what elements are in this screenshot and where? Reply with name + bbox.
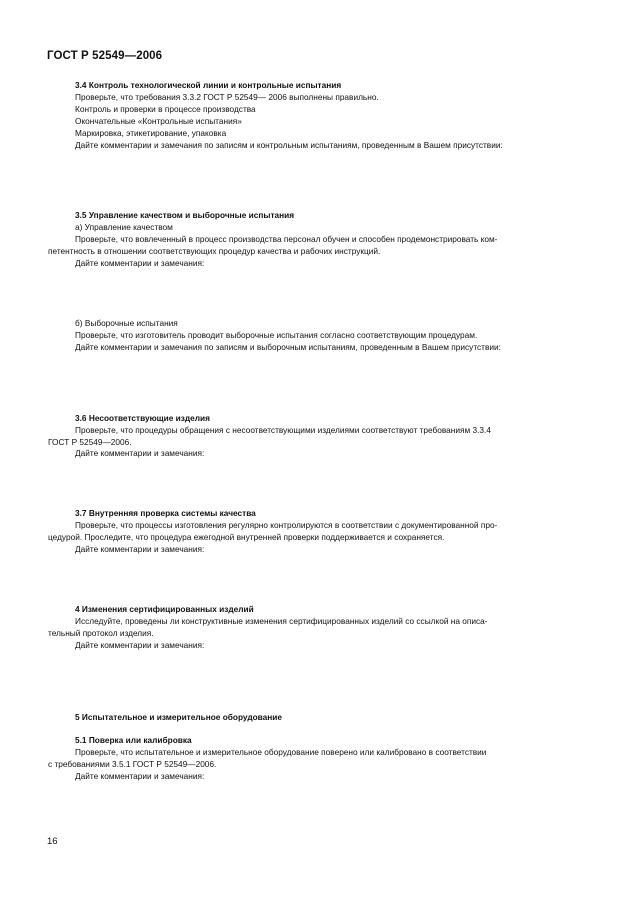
comment-prompt: Дайте комментарии и замечания: — [75, 544, 205, 555]
paragraph: Контроль и проверки в процессе производства — [75, 103, 256, 114]
section-5-1 — [48, 735, 583, 783]
section-3-7 — [48, 508, 583, 556]
section-heading: 4 Изменения сертифицированных изделий — [75, 603, 254, 614]
comment-prompt: Дайте комментарии и замечания: — [75, 258, 205, 269]
page-number: 16 — [47, 836, 58, 847]
paragraph: Проверьте, что требования 3.3.2 ГОСТ Р 52549— 2006 выполнены правильно. — [75, 91, 379, 102]
paragraph-line: Исследуйте, проведены ли конструктивные изменения сертифицированных изделий со ссылкой на описа- — [75, 615, 488, 626]
paragraph-line: Проверьте, что процессы изготовления регулярно контролируются в соответствии с документированной про- — [75, 520, 498, 531]
paragraph-line: Проверьте, что изготовитель проводит выборочные испытания согласно соответствующим процедурам. — [75, 329, 478, 340]
section-heading: 5.1 Поверка или калибровка — [75, 735, 192, 746]
section-heading: 3.4 Контроль технологической линии и контрольные испытания — [75, 80, 342, 90]
section-4 — [48, 603, 583, 652]
paragraph-line: с требованиями 3.5.1 ГОСТ Р 52549—2006. — [48, 759, 217, 770]
comment-prompt: Дайте комментарии и замечания: — [75, 639, 205, 650]
section-3-5 — [48, 210, 583, 353]
paragraph-line: Проверьте, что процедуры обращения с несоответствующими изделиями соответствуют требованиям 3.3.4 — [75, 424, 491, 435]
page-content — [48, 80, 583, 783]
paragraph: Маркировка, этикетирование, упаковка — [75, 127, 227, 138]
section-3-4 — [75, 80, 583, 151]
paragraph-line: цедурой. Проследите, что процедура ежегодной внутренней проверки поддерживается и сохраняется. — [48, 532, 445, 543]
paragraph-line: петентность в отношении соответствующих процедур качества и рабочих инструкций. — [48, 246, 381, 257]
paragraph-line: Проверьте, что вовлеченный в процесс производства персонал обучен и способен продемонстрировать ком- — [75, 234, 498, 245]
section-5 — [75, 712, 583, 724]
document-header: ГОСТ Р 52549—2006 — [47, 50, 163, 62]
comment-prompt: Дайте комментарии и замечания: — [75, 771, 205, 782]
paragraph-line: Проверьте, что испытательное и измерительное оборудование поверено или калибровано в соответствии — [75, 747, 487, 758]
subsection-label: б) Выборочные испытания — [75, 317, 178, 328]
paragraph-line: тельный протокол изделия. — [48, 627, 154, 638]
paragraph: Окончательные «Контрольные испытания» — [75, 115, 242, 126]
section-heading: 3.7 Внутренняя проверка системы качества — [75, 508, 256, 519]
section-3-6 — [48, 412, 583, 461]
paragraph-line: ГОСТ Р 52549—2006. — [48, 436, 132, 447]
comment-prompt: Дайте комментарии и замечания по записям и выборочным испытаниям, проведенным в Вашем присутствии: — [75, 341, 501, 352]
comment-prompt: Дайте комментарии и замечания по записям и контрольным испытаниям, проведенным в Вашем присутствии: — [75, 139, 503, 150]
section-heading: 3.5 Управление качеством и выборочные испытания — [75, 210, 295, 221]
section-heading: 3.6 Несоответствующие изделия — [75, 412, 211, 423]
section-heading: 5 Испытательное и измерительное оборудование — [75, 711, 283, 722]
comment-prompt: Дайте комментарии и замечания: — [75, 448, 205, 459]
subsection-label: а) Управление качеством — [75, 222, 173, 233]
